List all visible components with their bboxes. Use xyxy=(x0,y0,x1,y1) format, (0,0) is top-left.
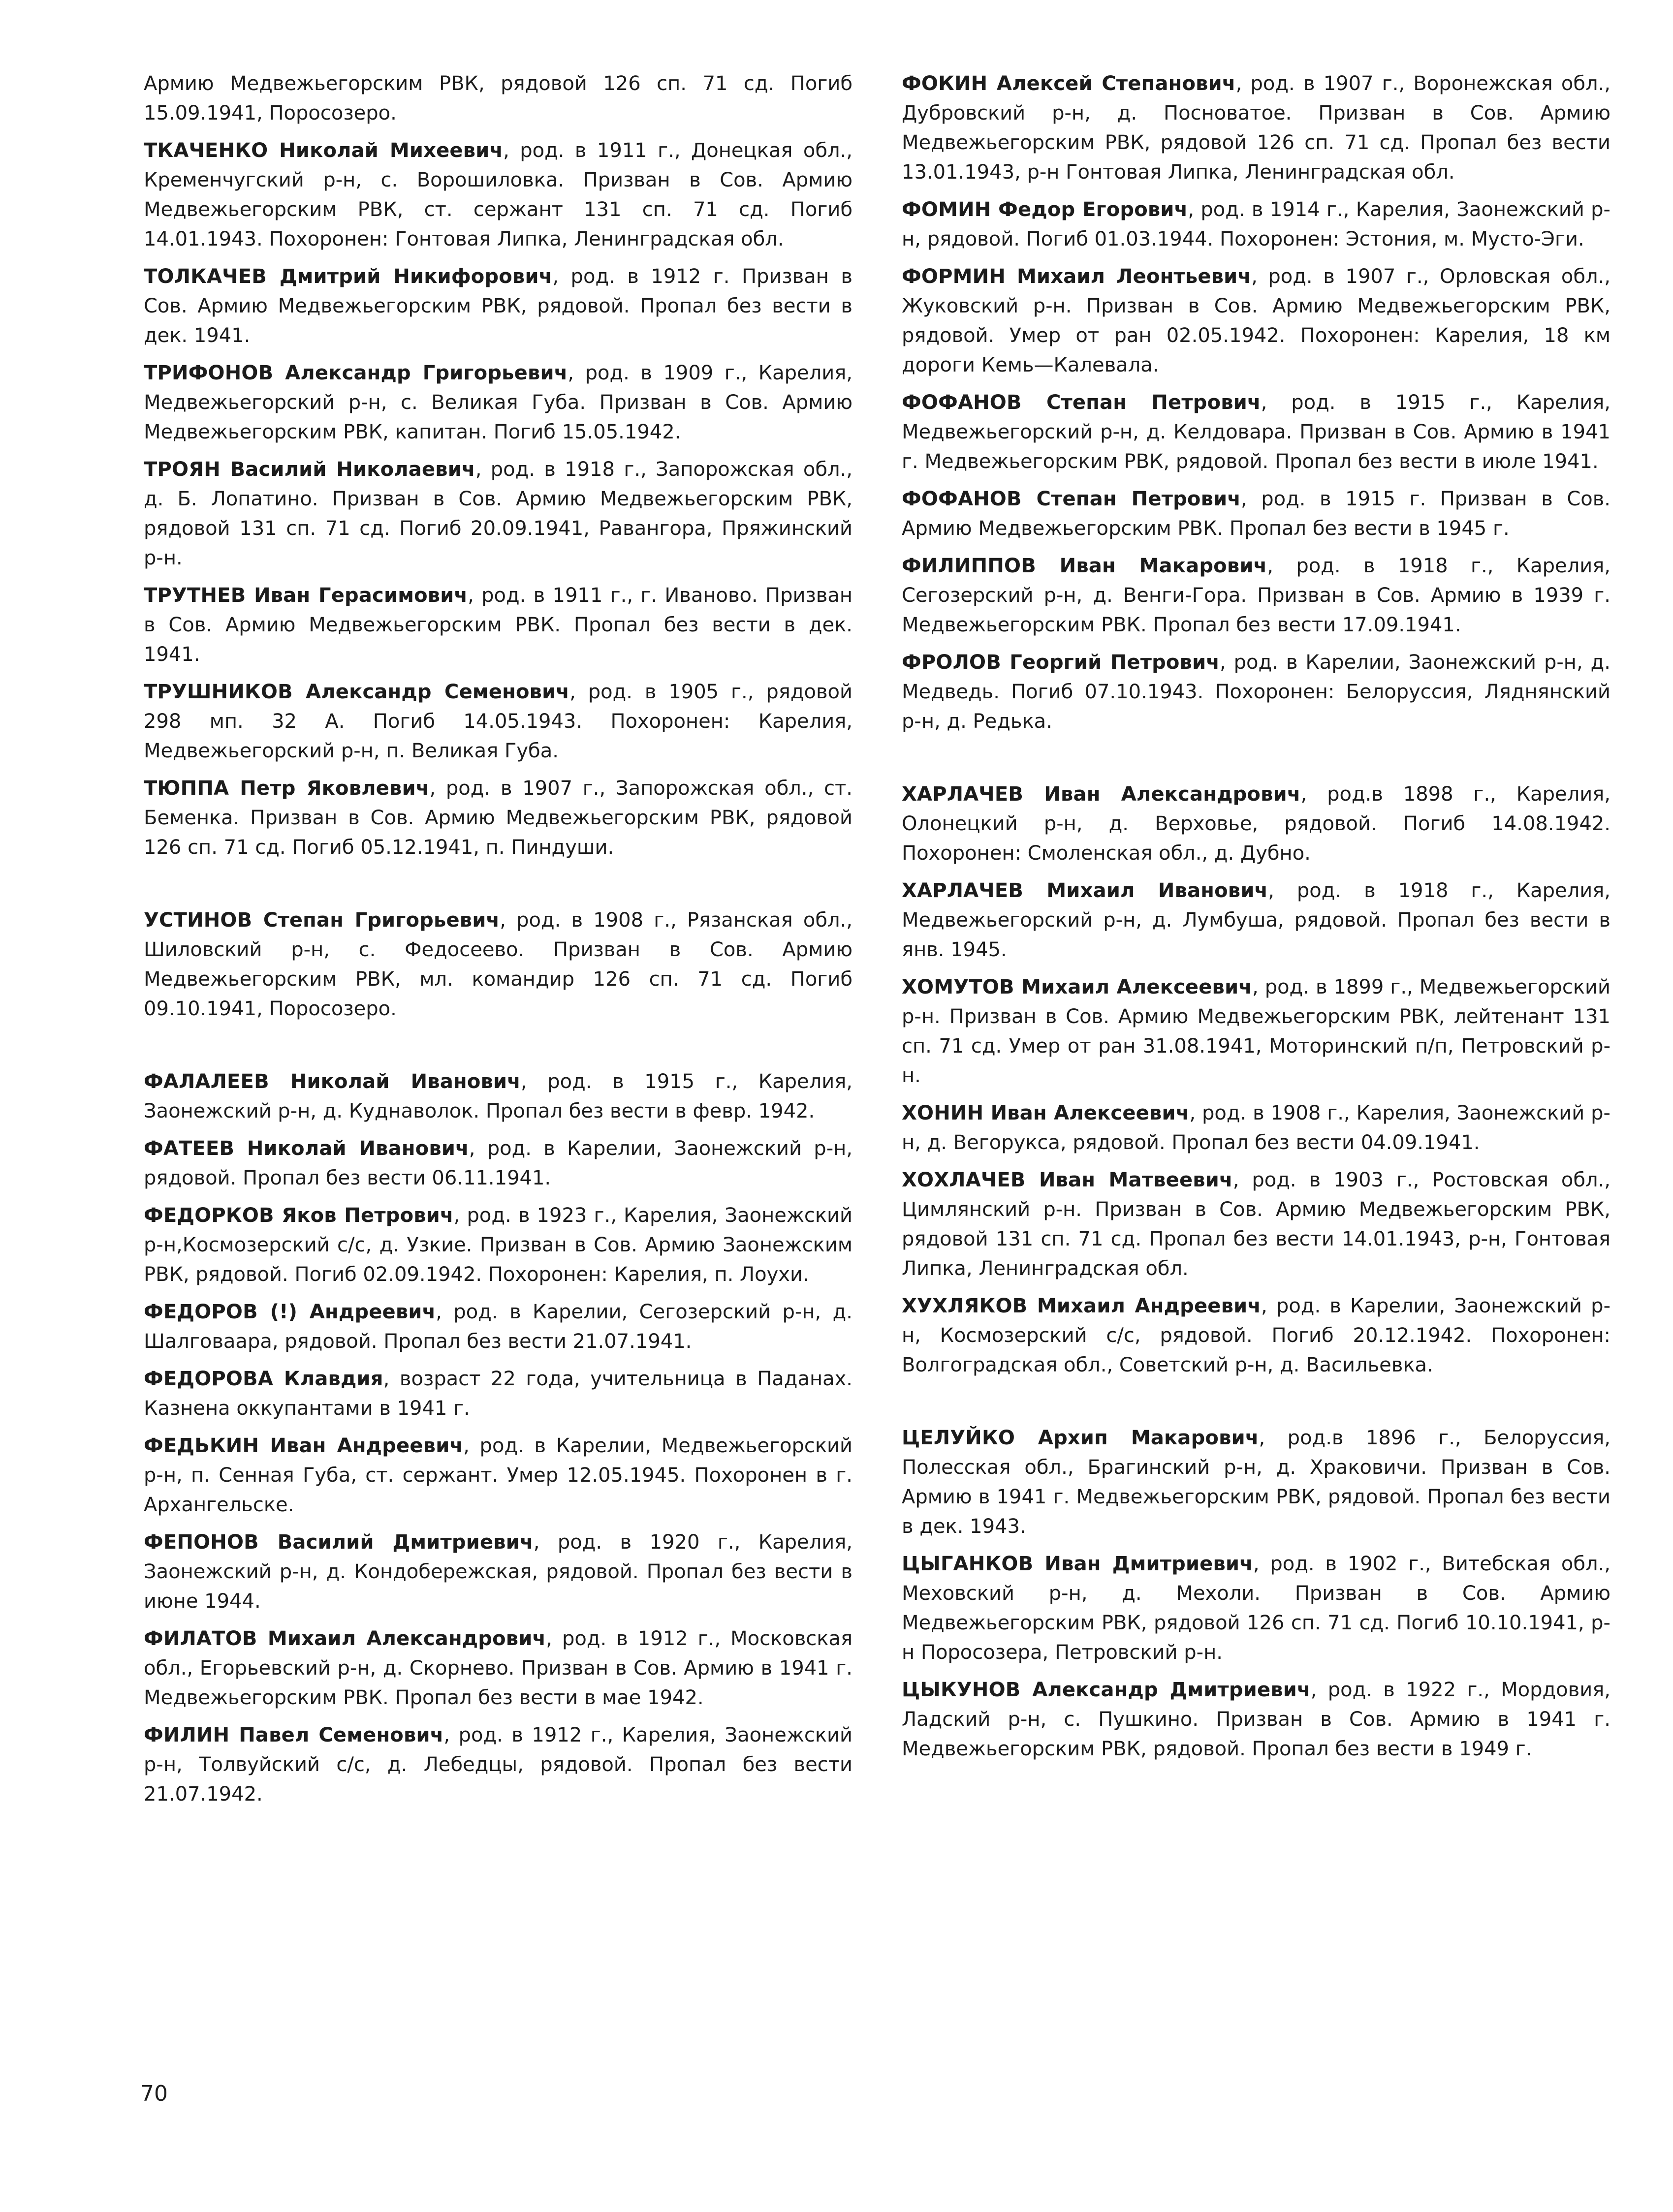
entry-text: , род. в Карелии, Медвежьегорский р-н, п. Сенная Губа, ст. сержант. Умер 12.05.1945. Похоронен в г. Архангельске. xyxy=(144,1434,852,1516)
entry-text: , род. в 1922 г., Мордовия, Ладский р-н, с. Пушкино. Призван в Сов. Армию в 1941 г. Медвежьегорским РВК, рядовой. Пропал без вести в 1949 г. xyxy=(902,1679,1610,1760)
entry-text: , род.в 1896 г., Белоруссия, Полесская обл., Брагинский р-н, д. Храковичи. Призван в Сов. Армию в 1941 г. Медвежьегорским РВК, рядовой. Пропал без вести в дек. 1943. xyxy=(902,1427,1610,1538)
entry-name: ТРУШНИКОВ Александр Семенович xyxy=(144,681,570,703)
memorial-entry xyxy=(144,69,852,128)
entry-text: , род. в 1915 г., Карелия, Медвежьегорский р-н, д. Келдовара. Призван в Сов. Армию в 1941 г. Медвежьегорским РВК, рядовой. Пропал без вести в июле 1941. xyxy=(902,391,1610,473)
memorial-entry xyxy=(144,1067,852,1126)
memorial-entry xyxy=(902,876,1610,965)
memorial-entry xyxy=(144,1134,852,1193)
memorial-entry xyxy=(144,1720,852,1809)
entry-text: , род. в 1920 г., Карелия, Заонежский р-н, д. Кондобережская, рядовой. Пропал без вести в июне 1944. xyxy=(144,1531,853,1613)
entry-name: ХАРЛАЧЕВ Иван Александрович xyxy=(902,783,1301,806)
entry-name: ФРОЛОВ Георгий Петрович xyxy=(902,651,1220,674)
memorial-entry xyxy=(144,1624,852,1713)
entry-name: ФАТЕЕВ Николай Иванович xyxy=(144,1137,469,1160)
entry-text: , род. в 1918 г., Карелия, Медвежьегорский р-н, д. Лумбуша, рядовой. Пропал без вести в янв. 1945. xyxy=(902,879,1611,961)
entry-name: ТРУТНЕВ Иван Герасимович xyxy=(144,584,468,607)
entry-name: ТКАЧЕНКО Николай Михеевич xyxy=(144,139,504,162)
memorial-entry xyxy=(144,1364,852,1423)
entry-text: , род. в 1899 г., Медвежьегорский р-н. Призван в Сов. Армию Медвежьегорским РВК, лейтенант 131 сп. 71 сд. Умер от ран 31.08.1941, Моторинский п/п, Петровский р-н. xyxy=(902,976,1610,1087)
entry-name: ЦЕЛУЙКО Архип Макарович xyxy=(902,1427,1259,1449)
entry-text: , род. в 1905 г., рядовой 298 мп. 32 А. Погиб 14.05.1943. Похоронен: Карелия, Медвежьегорский р-н, п. Великая Губа. xyxy=(144,681,853,762)
memorial-entry xyxy=(144,136,852,254)
entry-text: , род. в 1903 г., Ростовская обл., Цимлянский р-н. Призван в Сов. Армию Медвежьегорским РВК, рядовой 131 сп. 71 сд. Пропал без вести 14.01.1943, р-н, Гонтовая Липка, Ленинградская обл. xyxy=(902,1169,1610,1280)
right-column xyxy=(902,69,1610,1772)
memorial-entry xyxy=(902,551,1610,640)
memorial-entry xyxy=(144,774,852,862)
entry-text: , род. в 1912 г., Карелия, Заонежский р-н, Толвуйский с/с, д. Лебедцы, рядовой. Пропал без вести 21.07.1942. xyxy=(144,1724,852,1806)
entry-text: , род. в Карелии, Заонежский р-н, Космозерский с/с, рядовой. Погиб 20.12.1942. Похоронен: Волгоградская обл., Советский р-н, д. Васильевка. xyxy=(902,1295,1610,1376)
entry-name: ХАРЛАЧЕВ Михаил Иванович xyxy=(902,879,1268,902)
memorial-entry xyxy=(902,484,1610,543)
entry-text: , род. в 1908 г., Рязанская обл., Шиловский р-н, с. Федосеево. Призван в Сов. Армию Медвежьегорским РВК, мл. командир 126 сп. 71 сд. Погиб 09.10.1941, Поросозеро. xyxy=(144,909,852,1020)
entry-text: , род. в Карелии, Заонежский р-н, рядовой. Пропал без вести 06.11.1941. xyxy=(144,1137,852,1189)
memorial-entry xyxy=(902,388,1610,476)
memorial-entry xyxy=(902,1423,1610,1541)
memorial-entry xyxy=(902,1098,1610,1157)
entry-name: ФЕДЬКИН Иван Андреевич xyxy=(144,1434,464,1457)
memorial-entry xyxy=(902,262,1610,380)
entry-text: , род. в Карелии, Заонежский р-н, д. Медведь. Погиб 07.10.1943. Похоронен: Белоруссия, Ляднянский р-н, д. Редька. xyxy=(902,651,1610,733)
entry-text: , род. в 1915 г. Призван в Сов. Армию Медвежьегорским РВК. Пропал без вести в 1945 г. xyxy=(902,488,1611,540)
entry-name: ФОМИН Федор Егорович xyxy=(902,198,1188,221)
entry-text: , род. в Карелии, Сегозерский р-н, д. Шалговаара, рядовой. Пропал без вести 21.07.1941. xyxy=(144,1301,852,1353)
entry-name: ФОФАНОВ Степан Петрович xyxy=(902,391,1261,414)
entry-text: , род. в 1914 г., Карелия, Заонежский р-н, рядовой. Погиб 01.03.1944. Похоронен: Эстония, м. Мусто-Эги. xyxy=(902,198,1610,250)
entry-text: , род. в 1912 г., Московская обл., Егорьевский р-н, д. Скорнево. Призван в Сов. Армию в 1941 г. Медвежьегорским РВК. Пропал без вести в мае 1942. xyxy=(144,1627,853,1709)
entry-name: ФОРМИН Михаил Леонтьевич xyxy=(902,265,1252,288)
memorial-entry xyxy=(902,779,1610,868)
entry-text: , род.в 1898 г., Карелия, Олонецкий р-н, д. Верховье, рядовой. Погиб 14.08.1942. Похоронен: Смоленская обл., д. Дубно. xyxy=(902,783,1610,865)
entry-text: , род. в 1907 г., Орловская обл., Жуковский р-н. Призван в Сов. Армию Медвежьегорским РВК, рядовой. Умер от ран 02.05.1942. Похоронен: Карелия, 18 км дороги Кемь—Калевала. xyxy=(902,265,1610,376)
entry-name: ФОКИН Алексей Степанович xyxy=(902,72,1236,95)
memorial-entry xyxy=(902,972,1610,1090)
entry-name: ФАЛАЛЕЕВ Николай Иванович xyxy=(144,1070,521,1093)
entry-name: ТРОЯН Василий Николаевич xyxy=(144,458,475,481)
entry-name: ЦЫГАНКОВ Иван Дмитриевич xyxy=(902,1553,1253,1575)
memorial-entry xyxy=(902,69,1610,187)
entry-name: ТРИФОНОВ Александр Григорьевич xyxy=(144,362,568,384)
memorial-entry xyxy=(902,648,1610,736)
entry-name: ХОМУТОВ Михаил Алексеевич xyxy=(902,976,1252,998)
entry-text: , возраст 22 года, учительница в Паданах. Казнена оккупантами в 1941 г. xyxy=(144,1368,853,1420)
entry-name: ФЕПОНОВ Василий Дмитриевич xyxy=(144,1531,534,1554)
entry-name: ФЕДОРОВ (!) Андреевич xyxy=(144,1301,436,1323)
memorial-entry xyxy=(902,1549,1610,1667)
memorial-entry xyxy=(144,1201,852,1289)
entry-text: , род. в 1908 г., Карелия, Заонежский р-н, д. Вегорукса, рядовой. Пропал без вести 04.09.1941. xyxy=(902,1102,1610,1154)
left-column xyxy=(144,69,852,1817)
entry-name: ХОНИН Иван Алексеевич xyxy=(902,1102,1190,1124)
entry-text: , род. в 1918 г., Карелия, Сегозерский р-н, д. Венги-Гора. Призван в Сов. Армию в 1939 г. Медвежьегорским РВК. Пропал без вести 17.09.1941. xyxy=(902,555,1610,636)
entry-text: , род. в 1907 г., Воронежская обл., Дубровский р-н, д. Посноватое. Призван в Сов. Армию Медвежьегорским РВК, рядовой 126 сп. 71 сд. Пропал без вести 13.01.1943, р-н Гонтовая Липка, Ленинградская обл. xyxy=(902,72,1610,184)
entry-text: , род. в 1902 г., Витебская обл., Меховский р-н, д. Мехоли. Призван в Сов. Армию Медвежьегорским РВК, рядовой 126 сп. 71 сд. Погиб 10.10.1941, р-н Поросозера, Петровский р-н. xyxy=(902,1553,1610,1664)
memorial-entry xyxy=(144,1297,852,1356)
entry-name: ФЕДОРОВА Клавдия xyxy=(144,1368,383,1390)
entry-name: ХУХЛЯКОВ Михаил Андреевич xyxy=(902,1295,1262,1317)
entry-name: ХОХЛАЧЕВ Иван Матвеевич xyxy=(902,1169,1233,1191)
memorial-entry xyxy=(902,1165,1610,1283)
entry-text: , род. в 1909 г., Карелия, Медвежьегорский р-н, с. Великая Губа. Призван в Сов. Армию Медвежьегорским РВК, капитан. Погиб 15.05.1942. xyxy=(144,362,852,443)
entry-text: , род. в 1911 г., г. Иваново. Призван в Сов. Армию Медвежьегорским РВК. Пропал без вести в дек. 1941. xyxy=(144,584,852,666)
memorial-entry xyxy=(902,195,1610,254)
memorial-entry xyxy=(144,455,852,573)
entry-name: ЦЫКУНОВ Александр Дмитриевич xyxy=(902,1679,1311,1701)
entry-text: , род. в 1923 г., Карелия, Заонежский р-н,Космозерский с/с, д. Узкие. Призван в Сов. Армию Заонежским РВК, рядовой. Погиб 02.09.1942. Похоронен: Карелия, п. Лоухи. xyxy=(144,1204,853,1286)
memorial-entry xyxy=(144,677,852,766)
entry-text: , род. в 1912 г. Призван в Сов. Армию Медвежьегорским РВК, рядовой. Пропал без вести в дек. 1941. xyxy=(144,265,852,347)
entry-name: ФИЛИППОВ Иван Макарович xyxy=(902,555,1267,577)
entry-text: , род. в 1907 г., Запорожская обл., ст. Беменка. Призван в Сов. Армию Медвежьегорским РВК, рядовой 126 сп. 71 сд. Погиб 05.12.1941, п. Пиндуши. xyxy=(144,777,852,859)
memorial-entry xyxy=(144,358,852,447)
entry-name: УСТИНОВ Степан Григорьевич xyxy=(144,909,500,932)
entry-name: ТОЛКАЧЕВ Дмитрий Никифорович xyxy=(144,265,553,288)
memorial-entry xyxy=(902,1675,1610,1764)
entry-name: ТЮППА Петр Яковлевич xyxy=(144,777,430,800)
memorial-entry xyxy=(144,1527,852,1616)
memorial-entry xyxy=(144,262,852,350)
entry-text: , род. в 1911 г., Донецкая обл., Кременчугский р-н, с. Ворошиловка. Призван в Сов. Армию Медвежьегорским РВК, ст. сержант 131 сп. 71 сд. Погиб 14.01.1943. Похоронен: Гонтовая Липка, Ленинградская обл. xyxy=(144,139,852,250)
entry-text: Армию Медвежьегорским РВК, рядовой 126 сп. 71 сд. Погиб 15.09.1941, Поросозеро. xyxy=(144,72,852,125)
entry-name: ФЕДОРКОВ Яков Петрович xyxy=(144,1204,454,1227)
page-number: 70 xyxy=(140,2081,168,2106)
entry-name: ФОФАНОВ Степан Петрович xyxy=(902,488,1241,510)
entry-text: , род. в 1918 г., Запорожская обл., д. Б. Лопатино. Призван в Сов. Армию Медвежьегорским РВК, рядовой 131 сп. 71 сд. Погиб 20.09.1941, Равангора, Пряжинский р-н. xyxy=(144,458,852,569)
entry-text: , род. в 1915 г., Карелия, Заонежский р-н, д. Куднаволок. Пропал без вести в февр. 1942. xyxy=(144,1070,852,1122)
memorial-entry xyxy=(144,581,852,669)
memorial-entry xyxy=(144,905,852,1024)
entry-name: ФИЛАТОВ Михаил Александрович xyxy=(144,1627,546,1650)
memorial-entry xyxy=(902,1291,1610,1380)
memorial-entry xyxy=(144,1431,852,1520)
entry-name: ФИЛИН Павел Семенович xyxy=(144,1724,444,1746)
